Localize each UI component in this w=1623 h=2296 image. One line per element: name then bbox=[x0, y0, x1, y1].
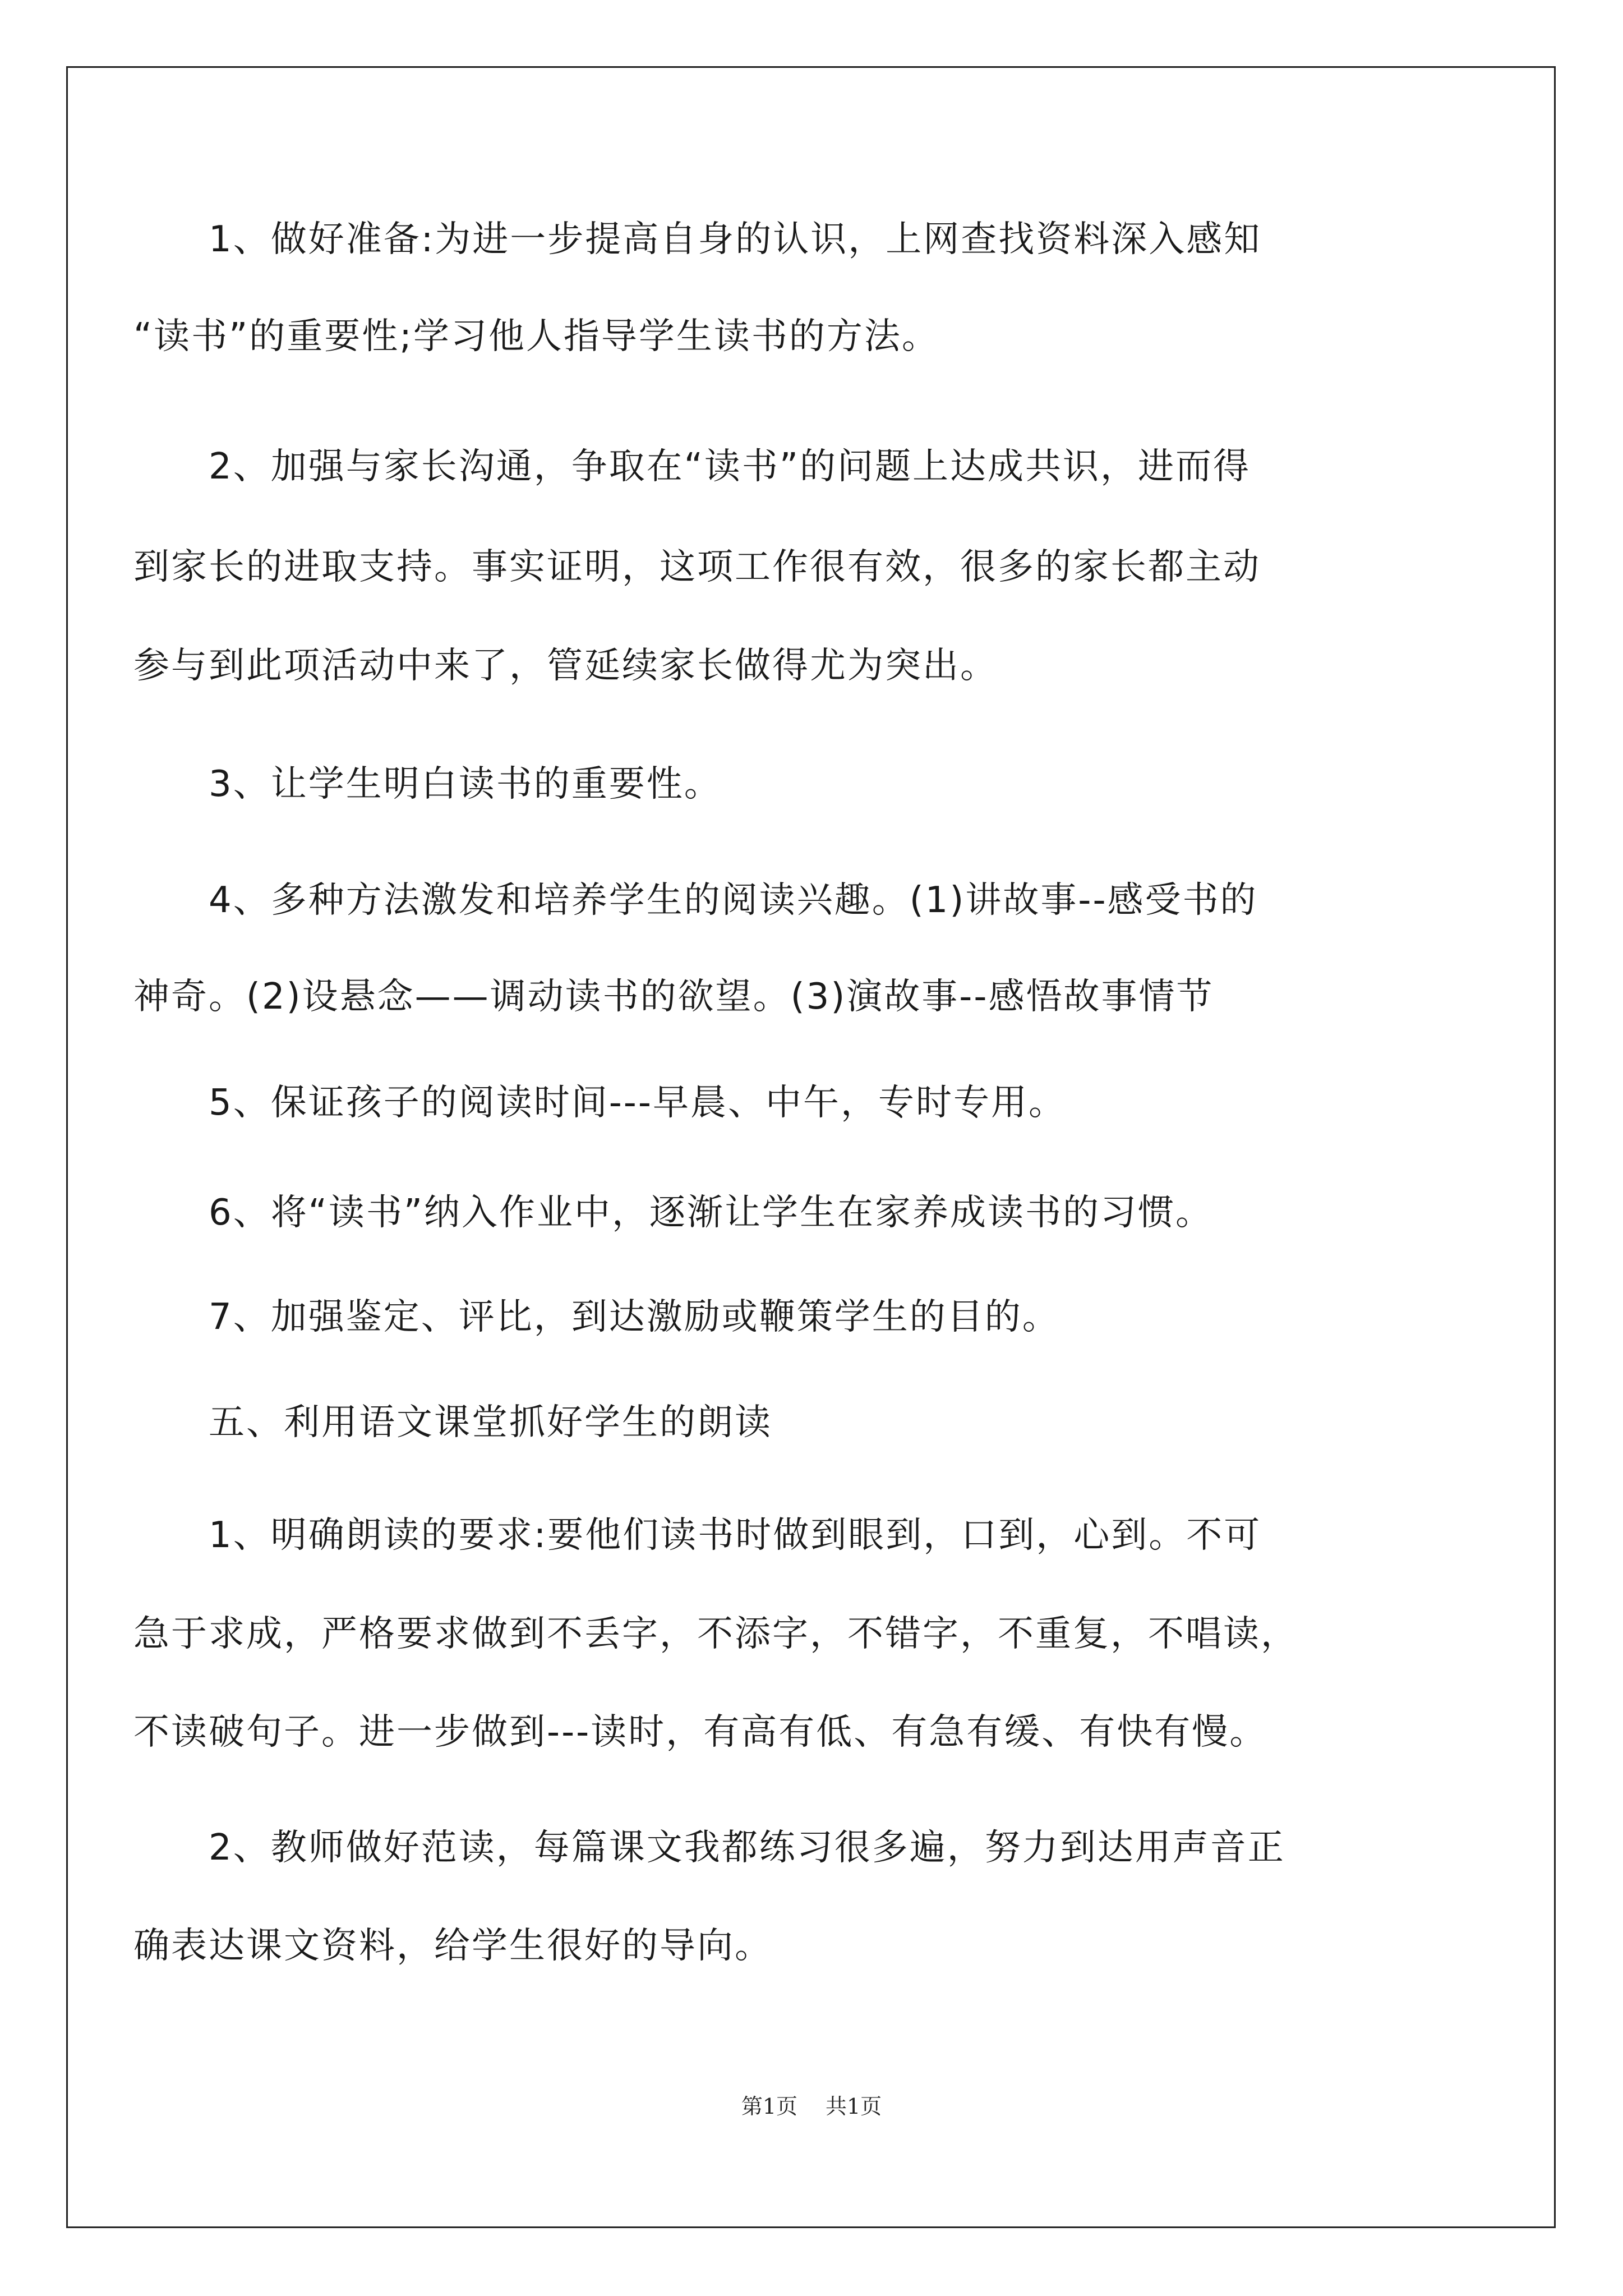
text-line: 急于求成，严格要求做到不丢字，不添字，不错字，不重复，不唱读， bbox=[133, 1613, 1298, 1655]
text-line: 1、做好准备:为进一步提高自身的认识，上网查找资料深入感知 bbox=[133, 219, 1262, 260]
text-line: 3、让学生明白读书的重要性。 bbox=[133, 763, 722, 805]
page-total: 共1页 bbox=[826, 2094, 882, 2119]
text-line: 1、明确朗读的要求:要他们读书时做到眼到，口到，心到。不可 bbox=[133, 1515, 1262, 1556]
text-line: 参与到此项活动中来了，管延续家长做得尤为突出。 bbox=[133, 645, 998, 687]
text-line: 确表达课文资料，给学生很好的导向。 bbox=[133, 1925, 772, 1967]
text-line: 2、教师做好范读，每篇课文我都练习很多遍，努力到达用声音正 bbox=[133, 1827, 1285, 1869]
text-line: “读书”的重要性;学习他人指导学生读书的方法。 bbox=[133, 316, 939, 357]
page-footer bbox=[0, 2092, 1623, 2120]
text-line: 不读破句子。进一步做到---读时，有高有低、有急有缓、有快有慢。 bbox=[133, 1711, 1267, 1753]
text-line: 神奇。(2)设悬念——调动读书的欲望。(3)演故事--感悟故事情节 bbox=[133, 976, 1214, 1018]
page-number: 第1页 bbox=[741, 2094, 797, 2119]
text-line: 5、保证孩子的阅读时间---早晨、中午，专时专用。 bbox=[133, 1082, 1066, 1124]
text-line: 到家长的进取支持。事实证明，这项工作很有效，很多的家长都主动 bbox=[133, 546, 1261, 588]
text-line: 7、加强鉴定、评比，到达激励或鞭策学生的目的。 bbox=[133, 1296, 1060, 1338]
section-heading: 五、利用语文课堂抓好学生的朗读 bbox=[133, 1402, 772, 1443]
text-line: 6、将“读书”纳入作业中，逐渐让学生在家养成读书的习惯。 bbox=[133, 1192, 1214, 1234]
text-line: 2、加强与家长沟通，争取在“读书”的问题上达成共识，进而得 bbox=[133, 446, 1251, 487]
text-line: 4、多种方法激发和培养学生的阅读兴趣。(1)讲故事--感受书的 bbox=[133, 880, 1258, 921]
page-border bbox=[66, 66, 1556, 2228]
